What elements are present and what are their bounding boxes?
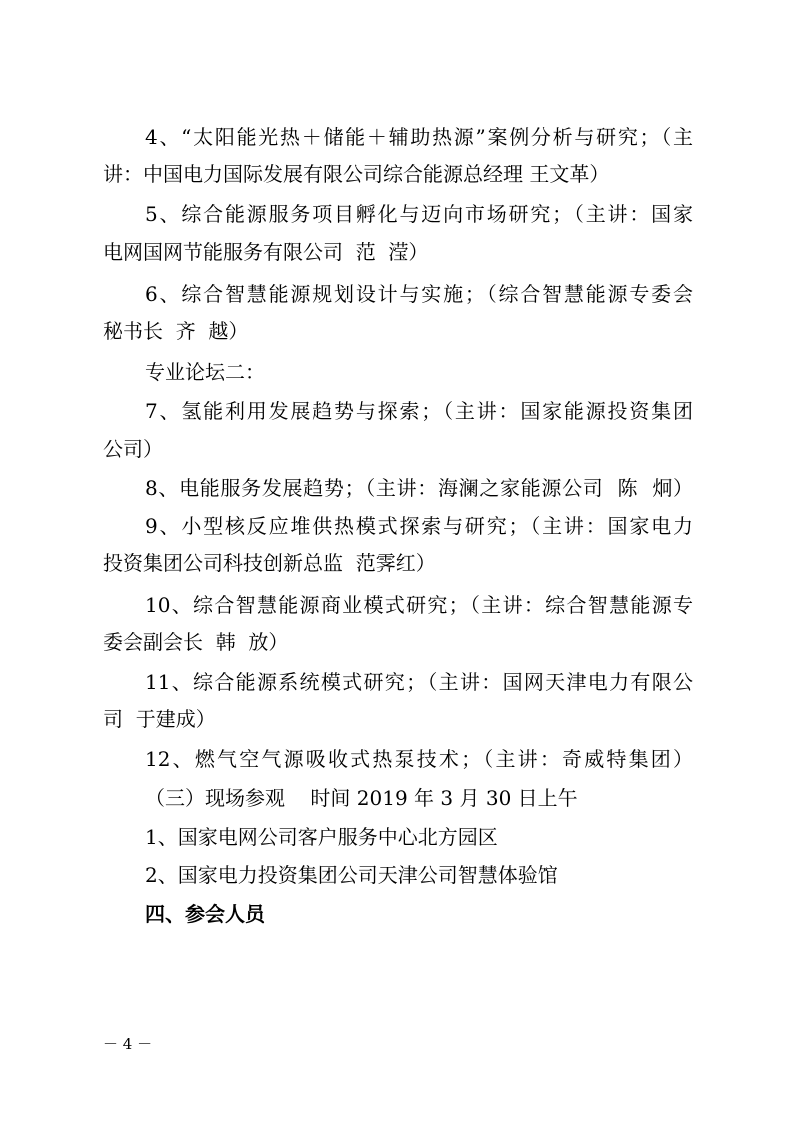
item-6-line-2: 秘书长 齐 越） — [103, 319, 249, 343]
page-number: － 4 － — [103, 1035, 153, 1053]
section-heading-forum-2: 专业论坛二： — [145, 360, 265, 384]
section-heading-attendees: 四、参会人员 — [145, 902, 265, 926]
site-visit-heading: （三）现场参观 时间 2019 年 3 月 30 日上午 — [145, 786, 578, 810]
item-7-line-1: 7、氢能利用发展趋势与探索；（主讲：国家能源投资集团 — [145, 399, 693, 423]
item-4-line-1: 4、“太阳能光热＋储能＋辅助热源”案例分析与研究；（主 — [145, 125, 693, 149]
site-visit-item-2: 2、国家电力投资集团公司天津公司智慧体验馆 — [145, 863, 558, 887]
item-10-line-2: 委会副会长 韩 放） — [103, 630, 289, 654]
item-4-line-2: 讲：中国电力国际发展有限公司综合能源总经理 王文革） — [103, 162, 610, 186]
item-5-line-1: 5、综合能源服务项目孵化与迈向市场研究；（主讲：国家 — [145, 202, 693, 226]
item-11-line-1: 11、综合能源系统模式研究；（主讲：国网天津电力有限公 — [145, 670, 693, 694]
item-10-line-1: 10、综合智慧能源商业模式研究；（主讲：综合智慧能源专 — [145, 593, 693, 617]
item-6-line-1: 6、综合智慧能源规划设计与实施；（综合智慧能源专委会 — [145, 282, 693, 306]
item-7-line-2: 公司） — [103, 437, 163, 461]
item-11-line-2: 司 于建成） — [103, 707, 216, 731]
site-visit-item-1: 1、国家电网公司客户服务中心北方园区 — [145, 825, 498, 849]
item-8-line-1: 8、电能服务发展趋势；（主讲：海澜之家能源公司 陈 炯） — [145, 476, 693, 500]
item-12-line-1: 12、燃气空气源吸收式热泵技术；（主讲：奇威特集团） — [145, 747, 693, 771]
item-9-line-1: 9、小型核反应堆供热模式探索与研究；（主讲：国家电力 — [145, 514, 693, 538]
item-5-line-2: 电网国网节能服务有限公司 范 滢） — [103, 240, 429, 264]
item-9-line-2: 投资集团公司科技创新总监 范霁红） — [103, 551, 436, 575]
